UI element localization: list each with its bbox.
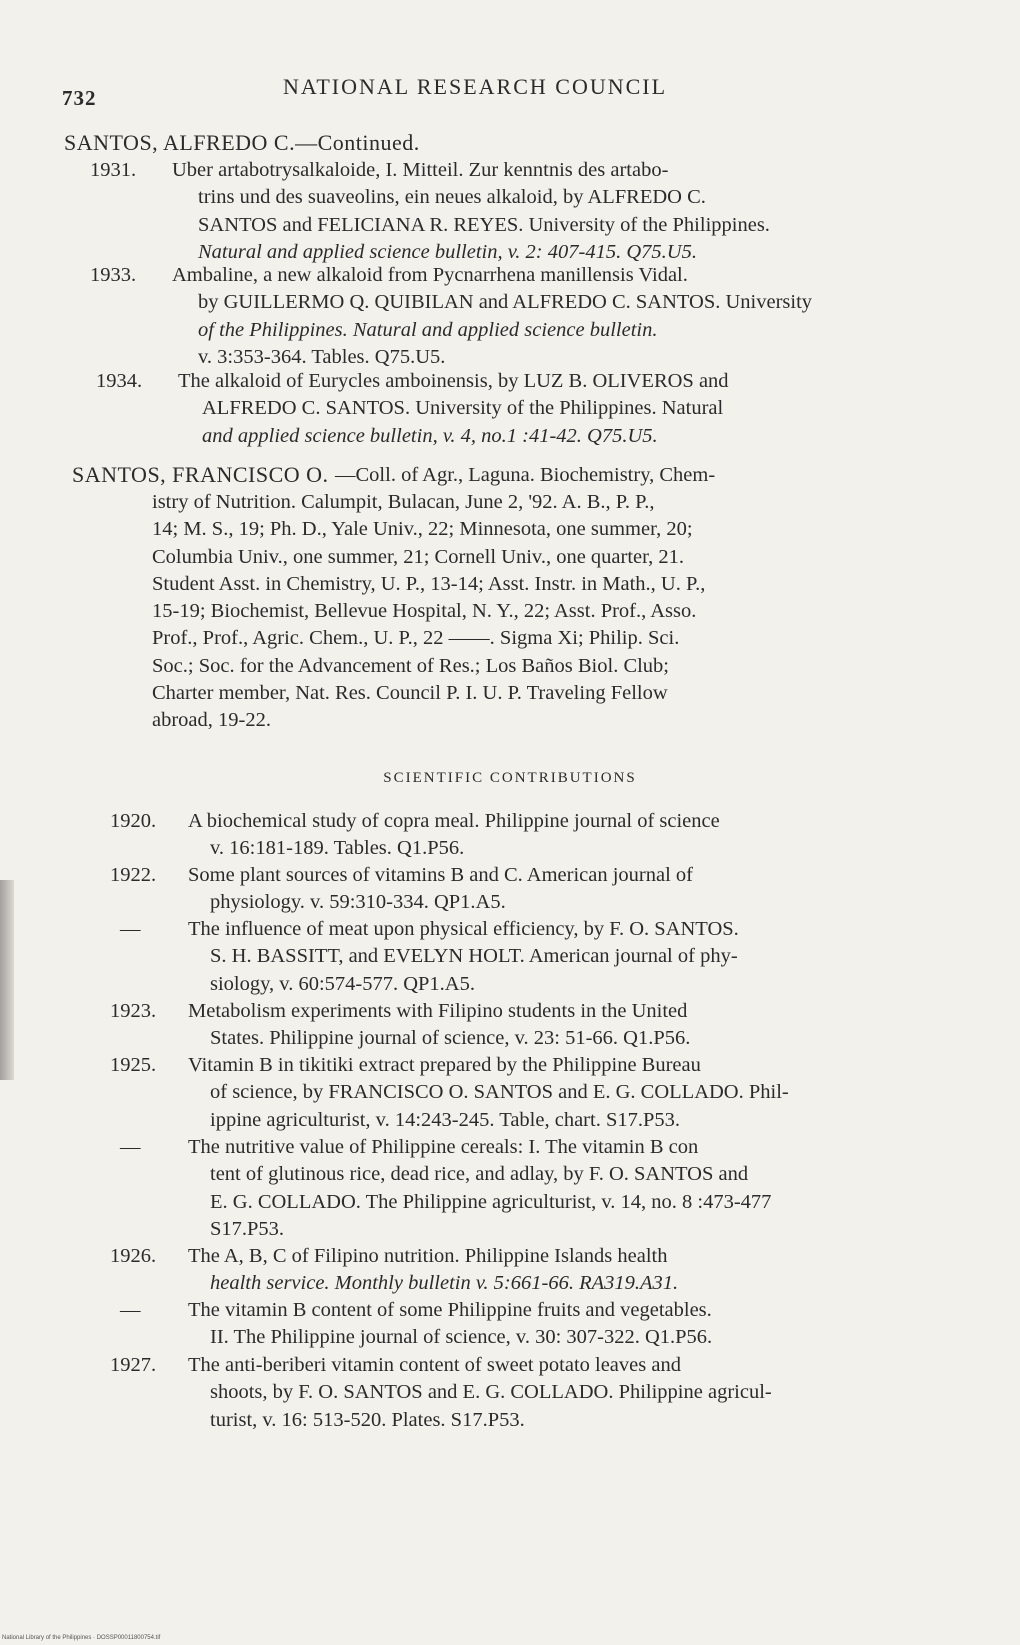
citation-line: S17.P53.	[210, 1217, 285, 1240]
citation-dash: —	[120, 1136, 141, 1158]
citation-line: States. Philippine journal of science, v. 23: 51-66. Q1.P56.	[210, 1027, 691, 1050]
citation-line: tent of glutinous rice, dead rice, and adlay, by F. O. SANTOS and	[210, 1163, 749, 1186]
bio-line: abroad, 19-22.	[152, 709, 271, 732]
citation-year: 1931.	[90, 159, 137, 181]
bio-line: 15-19; Biochemist, Bellevue Hospital, N. Y., 22; Asst. Prof., Asso.	[152, 600, 697, 623]
citation-line: health service. Monthly bulletin v. 5:661-66. RA319.A31.	[210, 1272, 679, 1295]
bio-first-line: —Coll. of Agr., Laguna. Biochemistry, Chem-	[335, 464, 716, 486]
bio-line: Student Asst. in Chemistry, U. P., 13-14; Asst. Instr. in Math., U. P.,	[152, 572, 706, 595]
citation-year: 1933.	[90, 264, 137, 286]
citation-line: Ambaline, a new alkaloid from Pycnarrhena manillensis Vidal.	[172, 264, 688, 286]
citation-line: E. G. COLLADO. The Philippine agriculturist, v. 14, no. 8 :473-477	[210, 1190, 772, 1213]
entry-heading-francisco: SANTOS, FRANCISCO O.	[72, 462, 329, 487]
scan-edge-shadow	[0, 880, 14, 1080]
citation-year: 1923.	[110, 1000, 157, 1022]
citation-line: S. H. BASSITT, and EVELYN HOLT. American journal of phy-	[210, 945, 738, 968]
entry-heading-alfredo: SANTOS, ALFREDO C.—Continued.	[64, 130, 420, 155]
citation-line: Vitamin B in tikitiki extract prepared by the Philippine Bureau	[188, 1054, 701, 1076]
citation-line: by GUILLERMO Q. QUIBILAN and ALFREDO C. SANTOS. University	[198, 291, 813, 314]
citation-line: trins und des suaveolins, ein neues alkaloid, by ALFREDO C.	[198, 186, 706, 209]
citation-line: siology, v. 60:574-577. QP1.A5.	[210, 972, 475, 995]
bio-line: Columbia Univ., one summer, 21; Cornell Univ., one quarter, 21.	[152, 545, 685, 568]
citation-line: The vitamin B content of some Philippine fruits and vegetables.	[188, 1299, 712, 1321]
citation-line: Natural and applied science bulletin, v. 2: 407-415. Q75.U5.	[198, 240, 697, 263]
running-head: NATIONAL RESEARCH COUNCIL	[283, 74, 668, 99]
citation-line: turist, v. 16: 513-520. Plates. S17.P53.	[210, 1408, 525, 1431]
citation-line: of the Philippines. Natural and applied science bulletin.	[198, 318, 658, 341]
citation-line: Uber artabotrysalkaloide, I. Mitteil. Zur kenntnis des artabo-	[172, 159, 669, 181]
citation-line: v. 3:353-364. Tables. Q75.U5.	[198, 345, 446, 368]
citation-dash: —	[120, 918, 141, 940]
citation-line: The alkaloid of Eurycles amboinensis, by LUZ B. OLIVEROS and	[178, 370, 729, 392]
citation-line: The influence of meat upon physical efficiency, by F. O. SANTOS.	[188, 918, 739, 940]
citation-line: and applied science bulletin, v. 4, no.1 :41-42. Q75.U5.	[202, 424, 658, 447]
citation-line: The A, B, C of Filipino nutrition. Philippine Islands health	[188, 1245, 668, 1267]
citation-line: of science, by FRANCISCO O. SANTOS and E. G. COLLADO. Phil-	[210, 1081, 789, 1104]
citation-line: ippine agriculturist, v. 14:243-245. Table, chart. S17.P53.	[210, 1108, 680, 1131]
citation-line: Metabolism experiments with Filipino students in the United	[188, 1000, 688, 1022]
scan-footer: National Library of the Philippines · DOSSP00011800754.tif	[2, 1635, 161, 1641]
citation-line: v. 16:181-189. Tables. Q1.P56.	[210, 837, 465, 860]
citation-year: 1927.	[110, 1354, 157, 1376]
citation-line: A biochemical study of copra meal. Philippine journal of science	[188, 810, 720, 832]
citation-line: The anti-beriberi vitamin content of sweet potato leaves and	[188, 1354, 681, 1376]
biography-block	[152, 489, 942, 735]
citation-dash: —	[120, 1299, 141, 1321]
section-title: SCIENTIFIC CONTRIBUTIONS	[383, 770, 637, 786]
bio-line: 14; M. S., 19; Ph. D., Yale Univ., 22; Minnesota, one summer, 20;	[152, 518, 693, 541]
citation-line: shoots, by F. O. SANTOS and E. G. COLLADO. Philippine agricul-	[210, 1381, 772, 1404]
bio-line: Prof., Prof., Agric. Chem., U. P., 22 ——. Sigma Xi; Philip. Sci.	[152, 627, 680, 650]
citation-line: physiology. v. 59:310-334. QP1.A5.	[210, 891, 506, 914]
citation-year: 1922.	[110, 864, 157, 886]
citation-line: ALFREDO C. SANTOS. University of the Philippines. Natural	[202, 397, 724, 420]
page-number: 732	[62, 86, 97, 110]
citation-year: 1934.	[96, 370, 143, 392]
citation-line: Some plant sources of vitamins B and C. American journal of	[188, 864, 694, 886]
citation-line: The nutritive value of Philippine cereals: I. The vitamin B con	[188, 1136, 699, 1158]
citation-year: 1925.	[110, 1054, 157, 1076]
bio-line: Soc.; Soc. for the Advancement of Res.; Los Baños Biol. Club;	[152, 654, 670, 677]
citation-year: 1926.	[110, 1245, 157, 1267]
citation-line: II. The Philippine journal of science, v. 30: 307-322. Q1.P56.	[210, 1326, 713, 1349]
citation-line: SANTOS and FELICIANA R. REYES. University of the Philippines.	[198, 213, 770, 236]
bio-line: istry of Nutrition. Calumpit, Bulacan, June 2, '92. A. B., P. P.,	[152, 491, 655, 513]
citation-year: 1920.	[110, 810, 157, 832]
bio-line: Charter member, Nat. Res. Council P. I. U. P. Traveling Fellow	[152, 682, 668, 705]
